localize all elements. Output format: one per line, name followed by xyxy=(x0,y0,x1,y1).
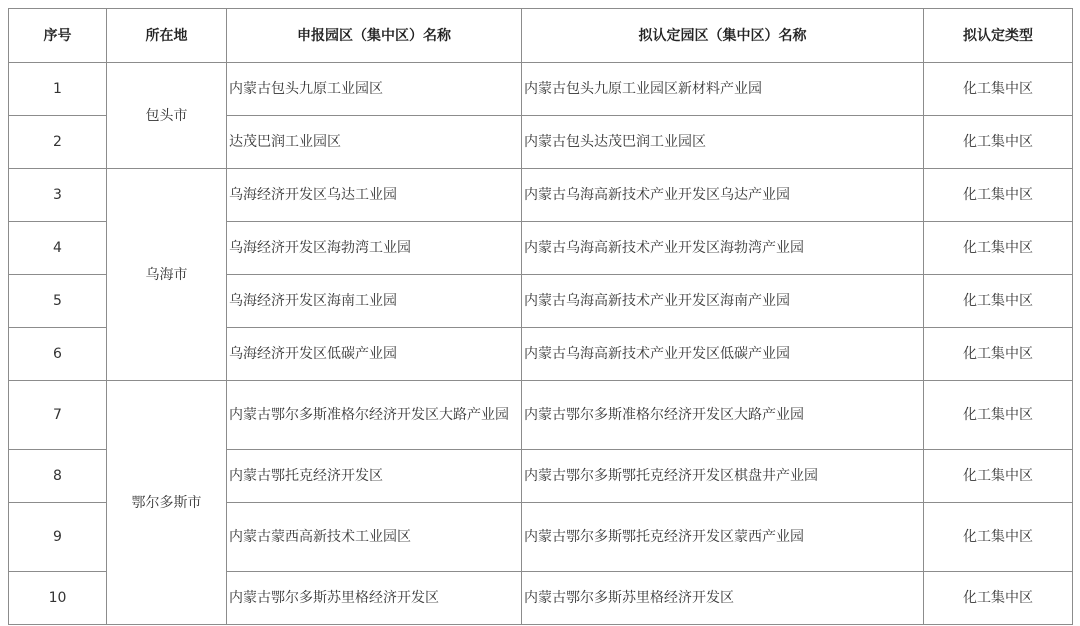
table-row xyxy=(9,381,1073,450)
row-applied: 内蒙古鄂托克经济开发区 xyxy=(227,450,522,503)
table-row xyxy=(9,169,1073,222)
table-row xyxy=(9,63,1073,116)
row-type: 化工集中区 xyxy=(924,381,1073,450)
row-no: 7 xyxy=(9,381,107,450)
row-proposed: 内蒙古包头九原工业园区新材料产业园 xyxy=(522,63,924,116)
row-proposed: 内蒙古乌海高新技术产业开发区乌达产业园 xyxy=(522,169,924,222)
row-proposed: 内蒙古鄂尔多斯鄂托克经济开发区棋盘井产业园 xyxy=(522,450,924,503)
row-applied: 乌海经济开发区海勃湾工业园 xyxy=(227,222,522,275)
row-type: 化工集中区 xyxy=(924,450,1073,503)
row-type: 化工集中区 xyxy=(924,169,1073,222)
row-city: 乌海市 xyxy=(107,169,227,381)
row-type: 化工集中区 xyxy=(924,222,1073,275)
header-row xyxy=(9,9,1073,63)
row-applied: 乌海经济开发区乌达工业园 xyxy=(227,169,522,222)
row-no: 1 xyxy=(9,63,107,116)
row-applied: 乌海经济开发区低碳产业园 xyxy=(227,328,522,381)
row-no: 2 xyxy=(9,116,107,169)
row-proposed: 内蒙古乌海高新技术产业开发区海勃湾产业园 xyxy=(522,222,924,275)
row-no: 3 xyxy=(9,169,107,222)
row-type: 化工集中区 xyxy=(924,328,1073,381)
row-proposed: 内蒙古乌海高新技术产业开发区低碳产业园 xyxy=(522,328,924,381)
row-applied: 达茂巴润工业园区 xyxy=(227,116,522,169)
row-proposed: 内蒙古鄂尔多斯鄂托克经济开发区蒙西产业园 xyxy=(522,503,924,572)
row-type: 化工集中区 xyxy=(924,503,1073,572)
row-applied: 乌海经济开发区海南工业园 xyxy=(227,275,522,328)
park-table xyxy=(8,8,1073,625)
row-city: 包头市 xyxy=(107,63,227,169)
row-applied: 内蒙古鄂尔多斯准格尔经济开发区大路产业园 xyxy=(227,381,522,450)
header-no: 序号 xyxy=(9,9,107,63)
row-applied: 内蒙古鄂尔多斯苏里格经济开发区 xyxy=(227,572,522,625)
row-applied: 内蒙古蒙西高新技术工业园区 xyxy=(227,503,522,572)
row-proposed: 内蒙古鄂尔多斯苏里格经济开发区 xyxy=(522,572,924,625)
row-type: 化工集中区 xyxy=(924,275,1073,328)
row-type: 化工集中区 xyxy=(924,572,1073,625)
row-proposed: 内蒙古鄂尔多斯准格尔经济开发区大路产业园 xyxy=(522,381,924,450)
row-city: 鄂尔多斯市 xyxy=(107,381,227,625)
header-proposed-park: 拟认定园区（集中区）名称 xyxy=(522,9,924,63)
row-no: 6 xyxy=(9,328,107,381)
row-no: 8 xyxy=(9,450,107,503)
header-city: 所在地 xyxy=(107,9,227,63)
row-no: 4 xyxy=(9,222,107,275)
row-type: 化工集中区 xyxy=(924,116,1073,169)
row-applied: 内蒙古包头九原工业园区 xyxy=(227,63,522,116)
row-no: 10 xyxy=(9,572,107,625)
header-applied-park: 申报园区（集中区）名称 xyxy=(227,9,522,63)
header-type: 拟认定类型 xyxy=(924,9,1073,63)
row-type: 化工集中区 xyxy=(924,63,1073,116)
row-proposed: 内蒙古包头达茂巴润工业园区 xyxy=(522,116,924,169)
row-no: 9 xyxy=(9,503,107,572)
row-proposed: 内蒙古乌海高新技术产业开发区海南产业园 xyxy=(522,275,924,328)
row-no: 5 xyxy=(9,275,107,328)
